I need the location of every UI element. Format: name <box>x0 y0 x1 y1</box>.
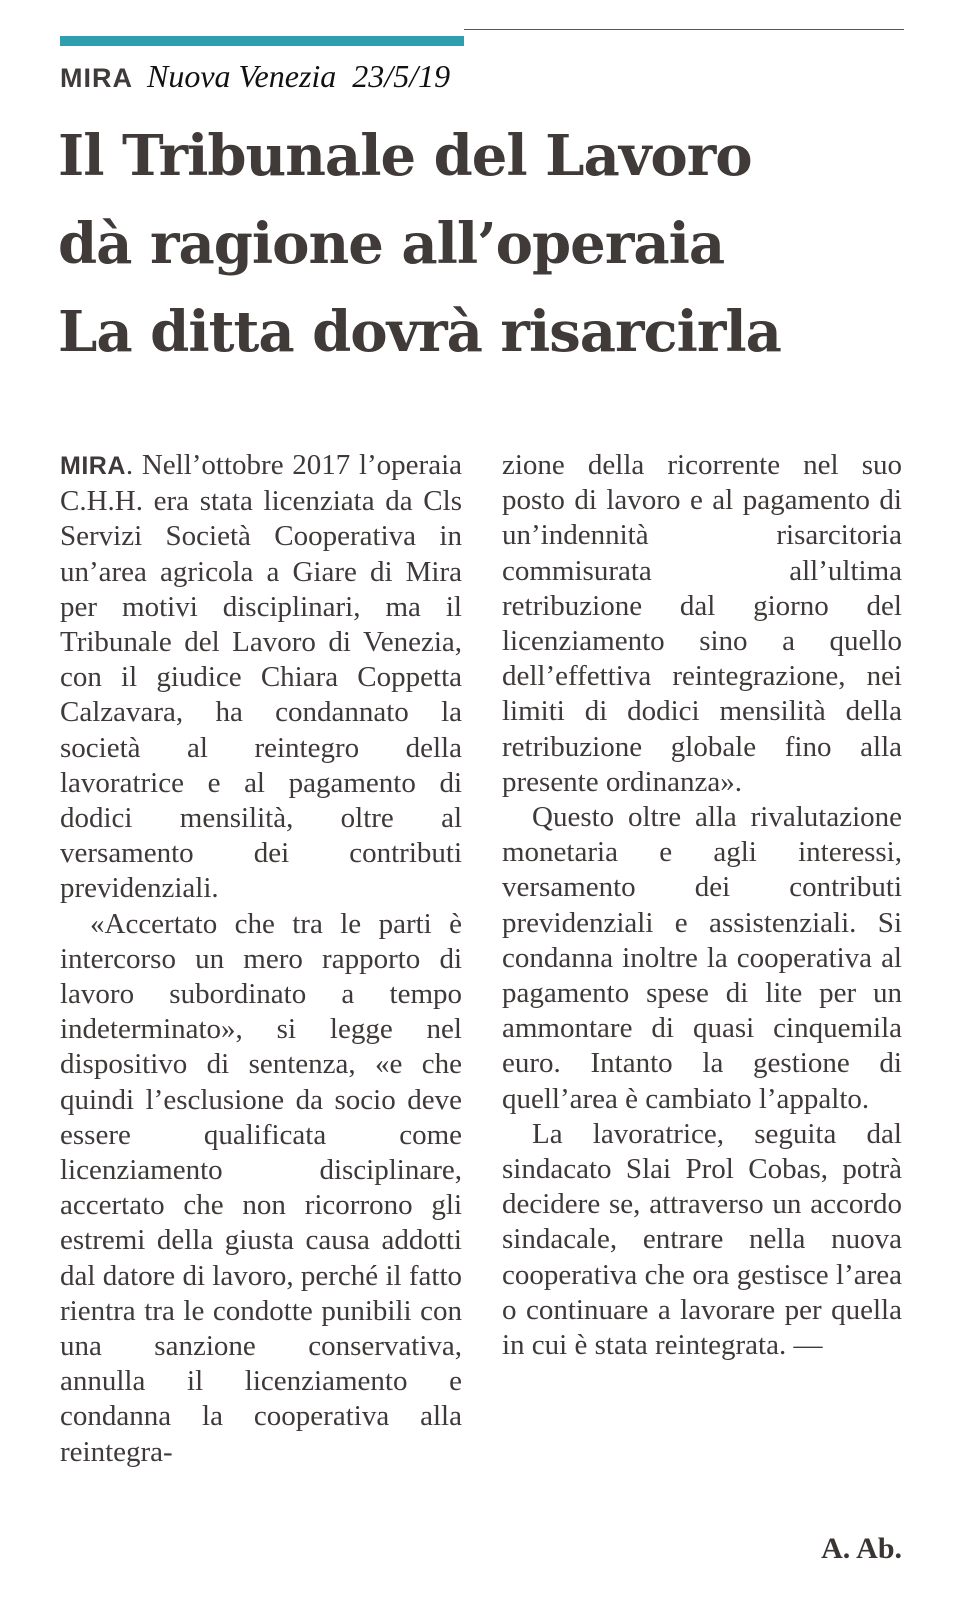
headline-line-2: dà ragione all’operaia <box>58 211 725 277</box>
headline <box>58 112 918 376</box>
dateline: MIRA <box>60 452 126 480</box>
article-column-left <box>60 448 462 1470</box>
paragraph: «Accertato che tra le parti è intercorso un mero rapporto di lavoro subordinato a tempo indeterminato», si legge nel dispositivo di sentenza, «e che quindi l’esclusione da socio deve essere qualificata come licenziamento disciplinare, accertato che non ricorrono gli estremi della giusta causa addotti dal datore di lavoro, perché il fatto rientra tra le condotte punibili con una sanzione conservativa, annulla il licenziamento e condanna la cooperativa alla reintegra- <box>60 907 462 1468</box>
kicker-row <box>60 58 450 108</box>
section-accent-bar <box>60 36 464 46</box>
paragraph <box>60 448 462 907</box>
headline-line-1: Il Tribunale del Lavoro <box>58 123 752 189</box>
note-paper: Nuova Venezia <box>147 58 337 94</box>
handwritten-source-note <box>147 58 450 95</box>
paragraph-text: . Nell’ottobre 2017 l’operaia C.H.H. era stata licenziata da Cls Servizi Società Cooperativa in un’area agricola a Giare di Mira per motivi disciplinari, ma il Tribunale del Lavoro di Venezia, con il giudice Chiara Coppetta Calzavara, ha condannato la società al reintegro della lavoratrice e al pagamento di dodici mensilità, oltre al versamento dei contributi previdenziali. <box>60 449 462 905</box>
paragraph: Questo oltre alla rivalutazione monetaria e agli interessi, versamento dei contributi previdenziali e assistenziali. Si condanna inoltre la cooperativa al pagamento spese di lite per un ammontare di quasi cinquemila euro. Intanto la gestione di quell’area è cambiato l’appalto. <box>502 801 902 1115</box>
note-date: 23/5/19 <box>352 58 451 94</box>
headline-line-3: La ditta dovrà risarcirla <box>58 299 781 365</box>
paragraph: La lavoratrice, seguita dal sindacato Slai Prol Cobas, potrà decidere se, attraverso un accordo sindacale, entrare nella nuova cooperativa che ora gestisce l’area o continuare a lavorare per quella in cui è stata reintegrata. — <box>502 1117 902 1362</box>
article-column-right <box>502 448 902 1363</box>
top-rule <box>464 29 904 30</box>
section-label: MIRA <box>60 63 133 93</box>
author-signature: A. Ab. <box>821 1532 902 1565</box>
paragraph-continued: zione della ricorrente nel suo posto di lavoro e al pagamento di un’indennità risarcitoria commisurata all’ultima retribuzione dal giorno del licenziamento sino a quello dell’effettiva reintegrazione, nei limiti di dodici mensilità della retribuzione globale fino alla presente ordinanza». <box>502 449 902 798</box>
